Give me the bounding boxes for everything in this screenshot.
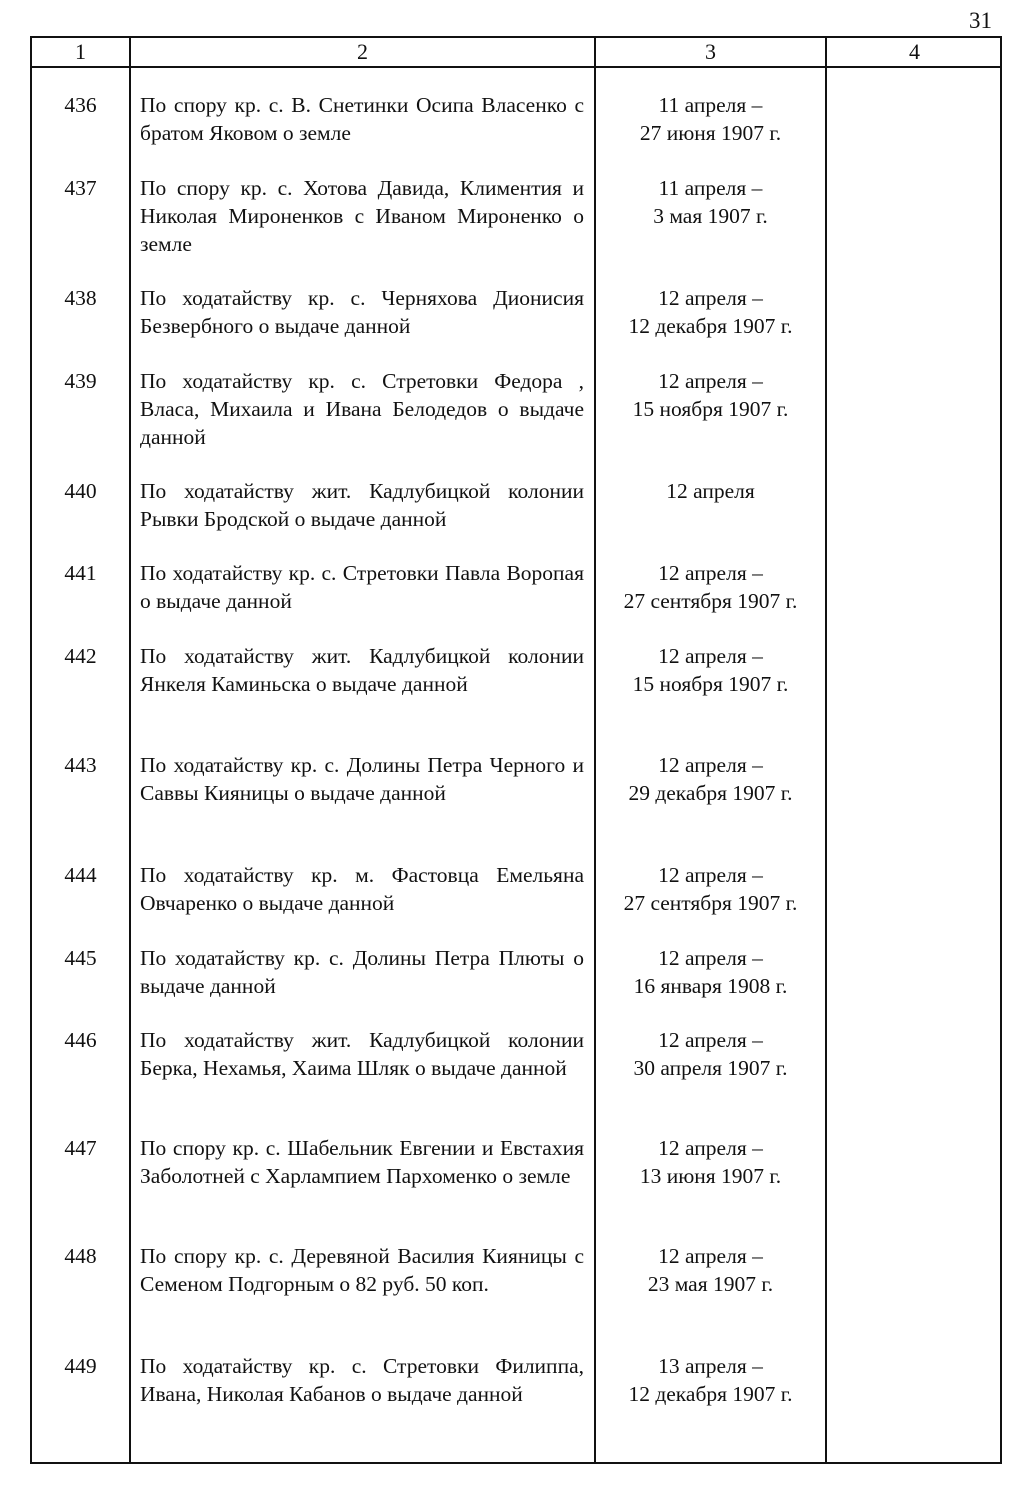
date-end: 29 декабря 1907 г. bbox=[628, 781, 793, 805]
record-dates bbox=[596, 1026, 825, 1082]
record-number: 448 bbox=[64, 1244, 97, 1268]
date-end: 27 сентября 1907 г. bbox=[623, 891, 798, 915]
date-start: 11 апреля – bbox=[658, 93, 763, 117]
record-title: По ходатайству кр. с. Стретовки Филиппа, Ивана, Николая Кабанов о выдаче данной bbox=[140, 1354, 584, 1406]
date-start: 12 апреля – bbox=[658, 863, 763, 887]
date-start: 12 апреля – bbox=[658, 946, 763, 970]
record-dates bbox=[596, 91, 825, 147]
record-number: 437 bbox=[64, 176, 97, 200]
record-title: По ходатайству кр. с. Стретовки Федора , Власа, Михаила и Ивана Белодедов о выдаче данной bbox=[140, 369, 584, 449]
record-title: По ходатайству кр. с. Долины Петра Черного и Саввы Кияницы о выдаче данной bbox=[140, 753, 584, 805]
date-start: 12 апреля – bbox=[658, 1028, 763, 1052]
date-end: 15 ноября 1907 г. bbox=[632, 397, 789, 421]
record-dates bbox=[596, 1242, 825, 1298]
record-number: 442 bbox=[64, 644, 97, 668]
record-number: 438 bbox=[64, 286, 97, 310]
date-end: 3 мая 1907 г. bbox=[653, 204, 768, 228]
date-start: 12 апреля – bbox=[658, 1136, 763, 1160]
date-start: 13 апреля – bbox=[658, 1354, 763, 1378]
record-number: 449 bbox=[64, 1354, 97, 1378]
date-end: 15 ноября 1907 г. bbox=[632, 672, 789, 696]
date-end: 30 апреля 1907 г. bbox=[633, 1056, 788, 1080]
record-title: По ходатайству кр. м. Фастовца Емельяна Овчаренко о выдаче данной bbox=[140, 863, 584, 915]
date-end: 12 декабря 1907 г. bbox=[628, 314, 793, 338]
column-header-dates: 3 bbox=[705, 39, 716, 64]
record-dates bbox=[596, 174, 825, 230]
date-start: 12 апреля – bbox=[658, 644, 763, 668]
record-number: 436 bbox=[64, 93, 97, 117]
column-divider bbox=[129, 38, 131, 1462]
date-start: 12 апреля – bbox=[658, 369, 763, 393]
column-header-number: 1 bbox=[75, 39, 86, 64]
date-end: 27 сентября 1907 г. bbox=[623, 589, 798, 613]
record-dates bbox=[596, 284, 825, 340]
record-dates bbox=[596, 944, 825, 1000]
record-dates bbox=[596, 1352, 825, 1408]
date-start: 11 апреля – bbox=[658, 176, 763, 200]
record-title: По спору кр. с. Шабельник Евгении и Евстахия Заболотней с Харлампием Пархоменко о земле bbox=[140, 1136, 584, 1188]
column-divider bbox=[825, 38, 827, 1462]
record-title: По ходатайству кр. с. Долины Петра Плюты о выдаче данной bbox=[140, 946, 584, 998]
record-dates bbox=[596, 1134, 825, 1190]
record-number: 439 bbox=[64, 369, 97, 393]
page-number: 31 bbox=[969, 8, 992, 33]
date-end: 23 мая 1907 г. bbox=[647, 1272, 774, 1296]
record-number: 440 bbox=[64, 479, 97, 503]
record-title: По ходатайству жит. Кадлубицкой колонии Янкеля Каминьска о выдаче данной bbox=[140, 644, 584, 696]
record-title: По ходатайству кр. с. Стретовки Павла Воропая о выдаче данной bbox=[140, 561, 584, 613]
record-title: По ходатайству жит. Кадлубицкой колонии Рывки Бродской о выдаче данной bbox=[140, 479, 584, 531]
record-dates bbox=[596, 559, 825, 615]
record-number: 441 bbox=[64, 561, 97, 585]
date-end: 12 декабря 1907 г. bbox=[628, 1382, 793, 1406]
date-end: 27 июня 1907 г. bbox=[639, 121, 782, 145]
record-number: 445 bbox=[64, 946, 97, 970]
record-title: По спору кр. с. Хотова Давида, Климентия и Николая Мироненков с Иваном Мироненко о земле bbox=[140, 176, 584, 256]
date-start: 12 апреля – bbox=[658, 1244, 763, 1268]
column-header-notes: 4 bbox=[909, 39, 920, 64]
date-start: 12 апреля – bbox=[658, 286, 763, 310]
record-dates bbox=[596, 861, 825, 917]
register-table bbox=[30, 36, 1002, 1464]
record-dates bbox=[596, 367, 825, 423]
record-title: По ходатайству кр. с. Черняхова Дионисия Безвербного о выдаче данной bbox=[140, 286, 584, 338]
record-title: По ходатайству жит. Кадлубицкой колонии Берка, Нехамья, Хаима Шляк о выдаче данной bbox=[140, 1028, 584, 1080]
record-dates bbox=[596, 751, 825, 807]
record-dates bbox=[596, 477, 825, 505]
record-number: 443 bbox=[64, 753, 97, 777]
record-title: По спору кр. с. Деревяной Василия Кияницы с Семеном Подгорным о 82 руб. 50 коп. bbox=[140, 1244, 584, 1296]
date-end: 13 июня 1907 г. bbox=[639, 1164, 782, 1188]
record-title: По спору кр. с. В. Снетинки Осипа Власенко с братом Яковом о земле bbox=[140, 93, 584, 145]
record-number: 446 bbox=[64, 1028, 97, 1052]
date-end: 16 января 1908 г. bbox=[633, 974, 788, 998]
column-header-title: 2 bbox=[357, 39, 368, 64]
date-start: 12 апреля – bbox=[658, 561, 763, 585]
record-number: 447 bbox=[64, 1136, 97, 1160]
table-header-row bbox=[32, 38, 1000, 68]
record-number: 444 bbox=[64, 863, 97, 887]
date-start: 12 апреля bbox=[666, 479, 755, 503]
record-dates bbox=[596, 642, 825, 698]
date-start: 12 апреля – bbox=[658, 753, 763, 777]
